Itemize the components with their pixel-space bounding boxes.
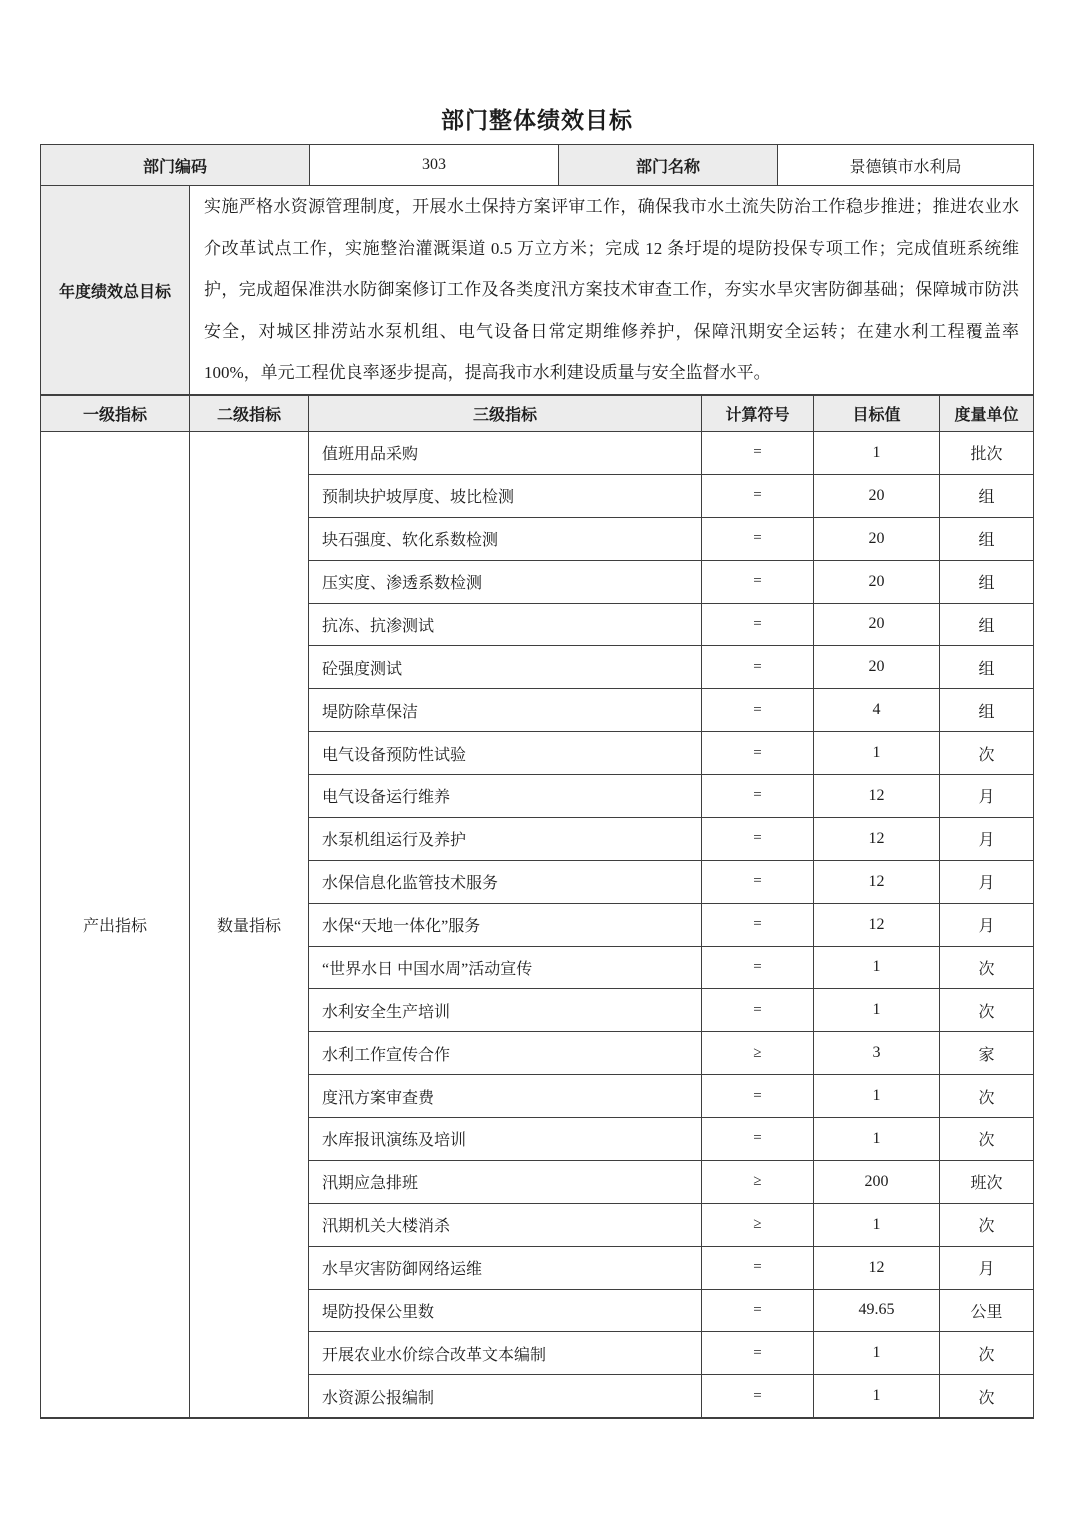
indicator-target-value: 20 xyxy=(814,561,940,603)
indicator-measure-unit: 月 xyxy=(978,789,995,807)
indicator-row xyxy=(309,475,1033,518)
indicator-measure-unit: 公里 xyxy=(970,1303,1003,1321)
indicator-calc-symbol: = xyxy=(702,904,814,946)
level2-indicator-cell: 数量指标 xyxy=(190,432,309,1417)
indicator-calc-symbol: = xyxy=(702,561,814,603)
indicator-calc-symbol: ≥ xyxy=(702,1032,814,1074)
dept-name-label: 部门名称 xyxy=(559,145,778,185)
indicator-calc-symbol: = xyxy=(702,432,814,474)
indicator-calc-symbol: = xyxy=(702,947,814,989)
indicator-calc-symbol: = xyxy=(702,475,814,517)
indicator-calc-symbol: = xyxy=(702,818,814,860)
indicator-rows xyxy=(309,432,1033,1417)
indicator-body xyxy=(41,432,1033,1417)
annual-goal-label: 年度绩效总目标 xyxy=(41,186,190,394)
indicator-measure-unit: 次 xyxy=(978,1003,995,1021)
indicator-row xyxy=(309,1161,1033,1204)
indicator-target-value: 1 xyxy=(814,432,940,474)
indicator-measure-unit: 次 xyxy=(978,1132,995,1150)
indicator-target-value: 200 xyxy=(814,1161,940,1203)
indicator-row xyxy=(309,1375,1033,1417)
indicator-measure-unit: 月 xyxy=(978,875,995,893)
indicator-name: 块石强度、软化系数检测 xyxy=(309,518,702,560)
level1-indicator-cell: 产出指标 xyxy=(41,432,190,1417)
indicator-name: 水库报讯演练及培训 xyxy=(309,1118,702,1160)
indicator-target-value: 12 xyxy=(814,904,940,946)
indicator-header-row xyxy=(41,394,1033,432)
indicator-measure-unit: 月 xyxy=(978,1261,995,1279)
indicator-target-value: 12 xyxy=(814,775,940,817)
indicator-measure-unit: 次 xyxy=(978,1346,995,1364)
indicator-row xyxy=(309,1032,1033,1075)
header-level2: 二级指标 xyxy=(190,396,309,431)
indicator-name: 水保信息化监管技术服务 xyxy=(309,861,702,903)
indicator-measure-unit: 组 xyxy=(978,703,995,721)
page-title: 部门整体绩效目标 xyxy=(441,108,633,133)
indicator-row xyxy=(309,689,1033,732)
annual-goal-row xyxy=(41,186,1033,394)
indicator-target-value: 20 xyxy=(814,604,940,646)
indicator-target-value: 12 xyxy=(814,818,940,860)
indicator-row xyxy=(309,432,1033,475)
indicator-measure-unit: 班次 xyxy=(970,1175,1003,1193)
indicator-row xyxy=(309,1332,1033,1375)
indicator-name: 水旱灾害防御网络运维 xyxy=(309,1247,702,1289)
indicator-name: 堤防除草保洁 xyxy=(309,689,702,731)
indicator-target-value: 1 xyxy=(814,1204,940,1246)
indicator-name: “世界水日 中国水周”活动宣传 xyxy=(309,947,702,989)
indicator-target-value: 1 xyxy=(814,1332,940,1374)
indicator-target-value: 20 xyxy=(814,646,940,688)
indicator-target-value: 1 xyxy=(814,1375,940,1417)
indicator-measure-unit: 批次 xyxy=(970,446,1003,464)
indicator-target-value: 20 xyxy=(814,518,940,560)
indicator-calc-symbol: = xyxy=(702,1118,814,1160)
indicator-calc-symbol: ≥ xyxy=(702,1161,814,1203)
indicator-calc-symbol: = xyxy=(702,1375,814,1417)
indicator-calc-symbol: = xyxy=(702,775,814,817)
header-level3: 三级指标 xyxy=(309,396,702,431)
indicator-name: 压实度、渗透系数检测 xyxy=(309,561,702,603)
indicator-name: 度汛方案审查费 xyxy=(309,1075,702,1117)
indicator-name: 电气设备预防性试验 xyxy=(309,732,702,774)
annual-goal-text: 实施严格水资源管理制度，开展水土保持方案评审工作，确保我市水土流失防治工作稳步推进；推进农业水介改革试点工作，实施整治灌溉渠道 0.5 万立方米；完成 12 条圩堤的堤防投保专项工作；完成值班系统维护，完成超保准洪水防御案修订工作及各类度汛方案技术审查工作，夯实水旱灾害防御基础；保障城市防洪安全，对城区排涝站水泵机组、电气设备日常定期维修养护，保障汛期安全运转；在建水利工程覆盖率 100%，单元工程优良率逐步提高，提高我市水利建设质量与安全监督水平。 xyxy=(204,197,1019,383)
indicator-row xyxy=(309,732,1033,775)
dept-name-value: 景德镇市水利局 xyxy=(849,158,962,176)
indicator-measure-unit: 次 xyxy=(978,1089,995,1107)
indicator-name: 水利工作宣传合作 xyxy=(309,1032,702,1074)
indicator-name: 水利安全生产培训 xyxy=(309,989,702,1031)
indicator-measure-unit: 组 xyxy=(978,575,995,593)
indicator-row xyxy=(309,518,1033,561)
indicator-measure-unit: 次 xyxy=(978,746,995,764)
indicator-row xyxy=(309,1247,1033,1290)
indicator-measure-unit: 月 xyxy=(978,918,995,936)
indicator-row xyxy=(309,818,1033,861)
indicator-row xyxy=(309,604,1033,647)
indicator-name: 堤防投保公里数 xyxy=(309,1290,702,1332)
indicator-calc-symbol: = xyxy=(702,861,814,903)
indicator-row xyxy=(309,775,1033,818)
indicator-calc-symbol: ≥ xyxy=(702,1204,814,1246)
indicator-measure-unit: 组 xyxy=(978,532,995,550)
indicator-target-value: 3 xyxy=(814,1032,940,1074)
performance-table xyxy=(40,144,1034,1419)
dept-code-value: 303 xyxy=(310,145,559,185)
indicator-target-value: 12 xyxy=(814,1247,940,1289)
indicator-measure-unit: 次 xyxy=(978,960,995,978)
indicator-name: 开展农业水价综合改革文本编制 xyxy=(309,1332,702,1374)
indicator-target-value: 1 xyxy=(814,1075,940,1117)
indicator-calc-symbol: = xyxy=(702,604,814,646)
indicator-calc-symbol: = xyxy=(702,689,814,731)
indicator-row xyxy=(309,947,1033,990)
indicator-row xyxy=(309,861,1033,904)
indicator-name: 汛期应急排班 xyxy=(309,1161,702,1203)
indicator-target-value: 20 xyxy=(814,475,940,517)
indicator-row xyxy=(309,646,1033,689)
indicator-target-value: 1 xyxy=(814,947,940,989)
header-calc-symbol: 计算符号 xyxy=(702,396,814,431)
indicator-name: 预制块护坡厚度、坡比检测 xyxy=(309,475,702,517)
indicator-row xyxy=(309,561,1033,604)
indicator-target-value: 1 xyxy=(814,732,940,774)
dept-code-label: 部门编码 xyxy=(41,145,310,185)
indicator-calc-symbol: = xyxy=(702,518,814,560)
indicator-target-value: 4 xyxy=(814,689,940,731)
indicator-row xyxy=(309,1204,1033,1247)
indicator-name: 水泵机组运行及养护 xyxy=(309,818,702,860)
indicator-target-value: 49.65 xyxy=(814,1290,940,1332)
indicator-name: 值班用品采购 xyxy=(309,432,702,474)
indicator-calc-symbol: = xyxy=(702,1247,814,1289)
indicator-measure-unit: 组 xyxy=(978,660,995,678)
indicator-measure-unit: 月 xyxy=(978,832,995,850)
indicator-name: 水保“天地一体化”服务 xyxy=(309,904,702,946)
indicator-measure-unit: 组 xyxy=(978,489,995,507)
indicator-row xyxy=(309,1290,1033,1333)
indicator-row xyxy=(309,1075,1033,1118)
indicator-calc-symbol: = xyxy=(702,1075,814,1117)
indicator-measure-unit: 次 xyxy=(978,1389,995,1407)
indicator-target-value: 12 xyxy=(814,861,940,903)
indicator-name: 水资源公报编制 xyxy=(309,1375,702,1417)
indicator-name: 汛期机关大楼消杀 xyxy=(309,1204,702,1246)
indicator-calc-symbol: = xyxy=(702,989,814,1031)
indicator-row xyxy=(309,904,1033,947)
header-measure-unit: 度量单位 xyxy=(940,396,1033,431)
indicator-calc-symbol: = xyxy=(702,646,814,688)
indicator-calc-symbol: = xyxy=(702,1290,814,1332)
indicator-name: 砼强度测试 xyxy=(309,646,702,688)
indicator-calc-symbol: = xyxy=(702,1332,814,1374)
indicator-measure-unit: 组 xyxy=(978,617,995,635)
indicator-calc-symbol: = xyxy=(702,732,814,774)
indicator-row xyxy=(309,1118,1033,1161)
indicator-measure-unit: 家 xyxy=(978,1046,995,1064)
header-level1: 一级指标 xyxy=(41,396,190,431)
dept-info-row xyxy=(41,145,1033,186)
indicator-target-value: 1 xyxy=(814,989,940,1031)
indicator-measure-unit: 次 xyxy=(978,1218,995,1236)
indicator-name: 电气设备运行维养 xyxy=(309,775,702,817)
header-target-value: 目标值 xyxy=(814,396,940,431)
indicator-row xyxy=(309,989,1033,1032)
indicator-target-value: 1 xyxy=(814,1118,940,1160)
indicator-name: 抗冻、抗渗测试 xyxy=(309,604,702,646)
